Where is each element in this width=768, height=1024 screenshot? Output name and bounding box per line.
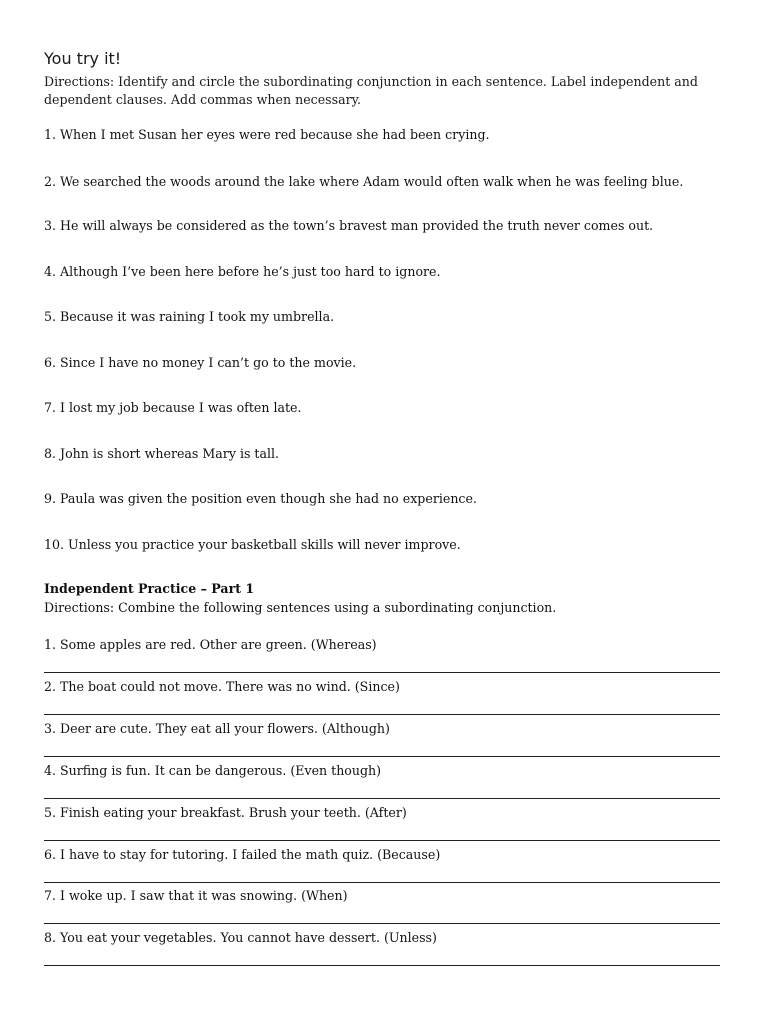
- answer-line[interactable]: [44, 672, 720, 673]
- section2-heading: Independent Practice – Part 1: [44, 581, 255, 596]
- answer-line[interactable]: [44, 714, 720, 715]
- section2-item: 3. Deer are cute. They eat all your flowers. (Although): [44, 721, 390, 736]
- section1-item: 6. Since I have no money I can’t go to the movie.: [44, 355, 357, 370]
- section1-item: 7. I lost my job because I was often late.: [44, 400, 302, 415]
- answer-line[interactable]: [44, 798, 720, 799]
- answer-line[interactable]: [44, 756, 720, 757]
- section1-item: 1. When I met Susan her eyes were red because she had been crying.: [44, 127, 490, 142]
- section2-item: 6. I have to stay for tutoring. I failed the math quiz. (Because): [44, 847, 441, 862]
- answer-line[interactable]: [44, 882, 720, 883]
- section1-item: 9. Paula was given the position even though she had no experience.: [44, 491, 477, 506]
- section2-item: 8. You eat your vegetables. You cannot have dessert. (Unless): [44, 930, 437, 945]
- answer-line[interactable]: [44, 965, 720, 966]
- section1-item: 5. Because it was raining I took my umbrella.: [44, 309, 335, 324]
- answer-line[interactable]: [44, 923, 720, 924]
- answer-line[interactable]: [44, 840, 720, 841]
- section2-item: 4. Surfing is fun. It can be dangerous. (Even though): [44, 763, 382, 778]
- section1-directions: Directions: Identify and circle the subordinating conjunction in each sentence. Label independent and dependent clauses. Add commas when necessary.: [44, 74, 698, 107]
- section2-item: 1. Some apples are red. Other are green. (Whereas): [44, 637, 377, 652]
- section1-item: 4. Although I’ve been here before he’s just too hard to ignore.: [44, 264, 441, 279]
- section2-item: 7. I woke up. I saw that it was snowing. (When): [44, 888, 348, 903]
- section1-item: 2. We searched the woods around the lake where Adam would often walk when he was feeling blue.: [44, 174, 684, 189]
- section2-directions: Directions: Combine the following sentences using a subordinating conjunction.: [44, 600, 557, 615]
- section2-item: 5. Finish eating your breakfast. Brush your teeth. (After): [44, 805, 407, 820]
- section1-item: 8. John is short whereas Mary is tall.: [44, 446, 280, 461]
- section1-item: 3. He will always be considered as the town’s bravest man provided the truth never comes out.: [44, 218, 654, 233]
- section2-item: 2. The boat could not move. There was no wind. (Since): [44, 679, 400, 694]
- section1-item: 10. Unless you practice your basketball skills will never improve.: [44, 537, 461, 552]
- page-title: You try it!: [44, 49, 122, 68]
